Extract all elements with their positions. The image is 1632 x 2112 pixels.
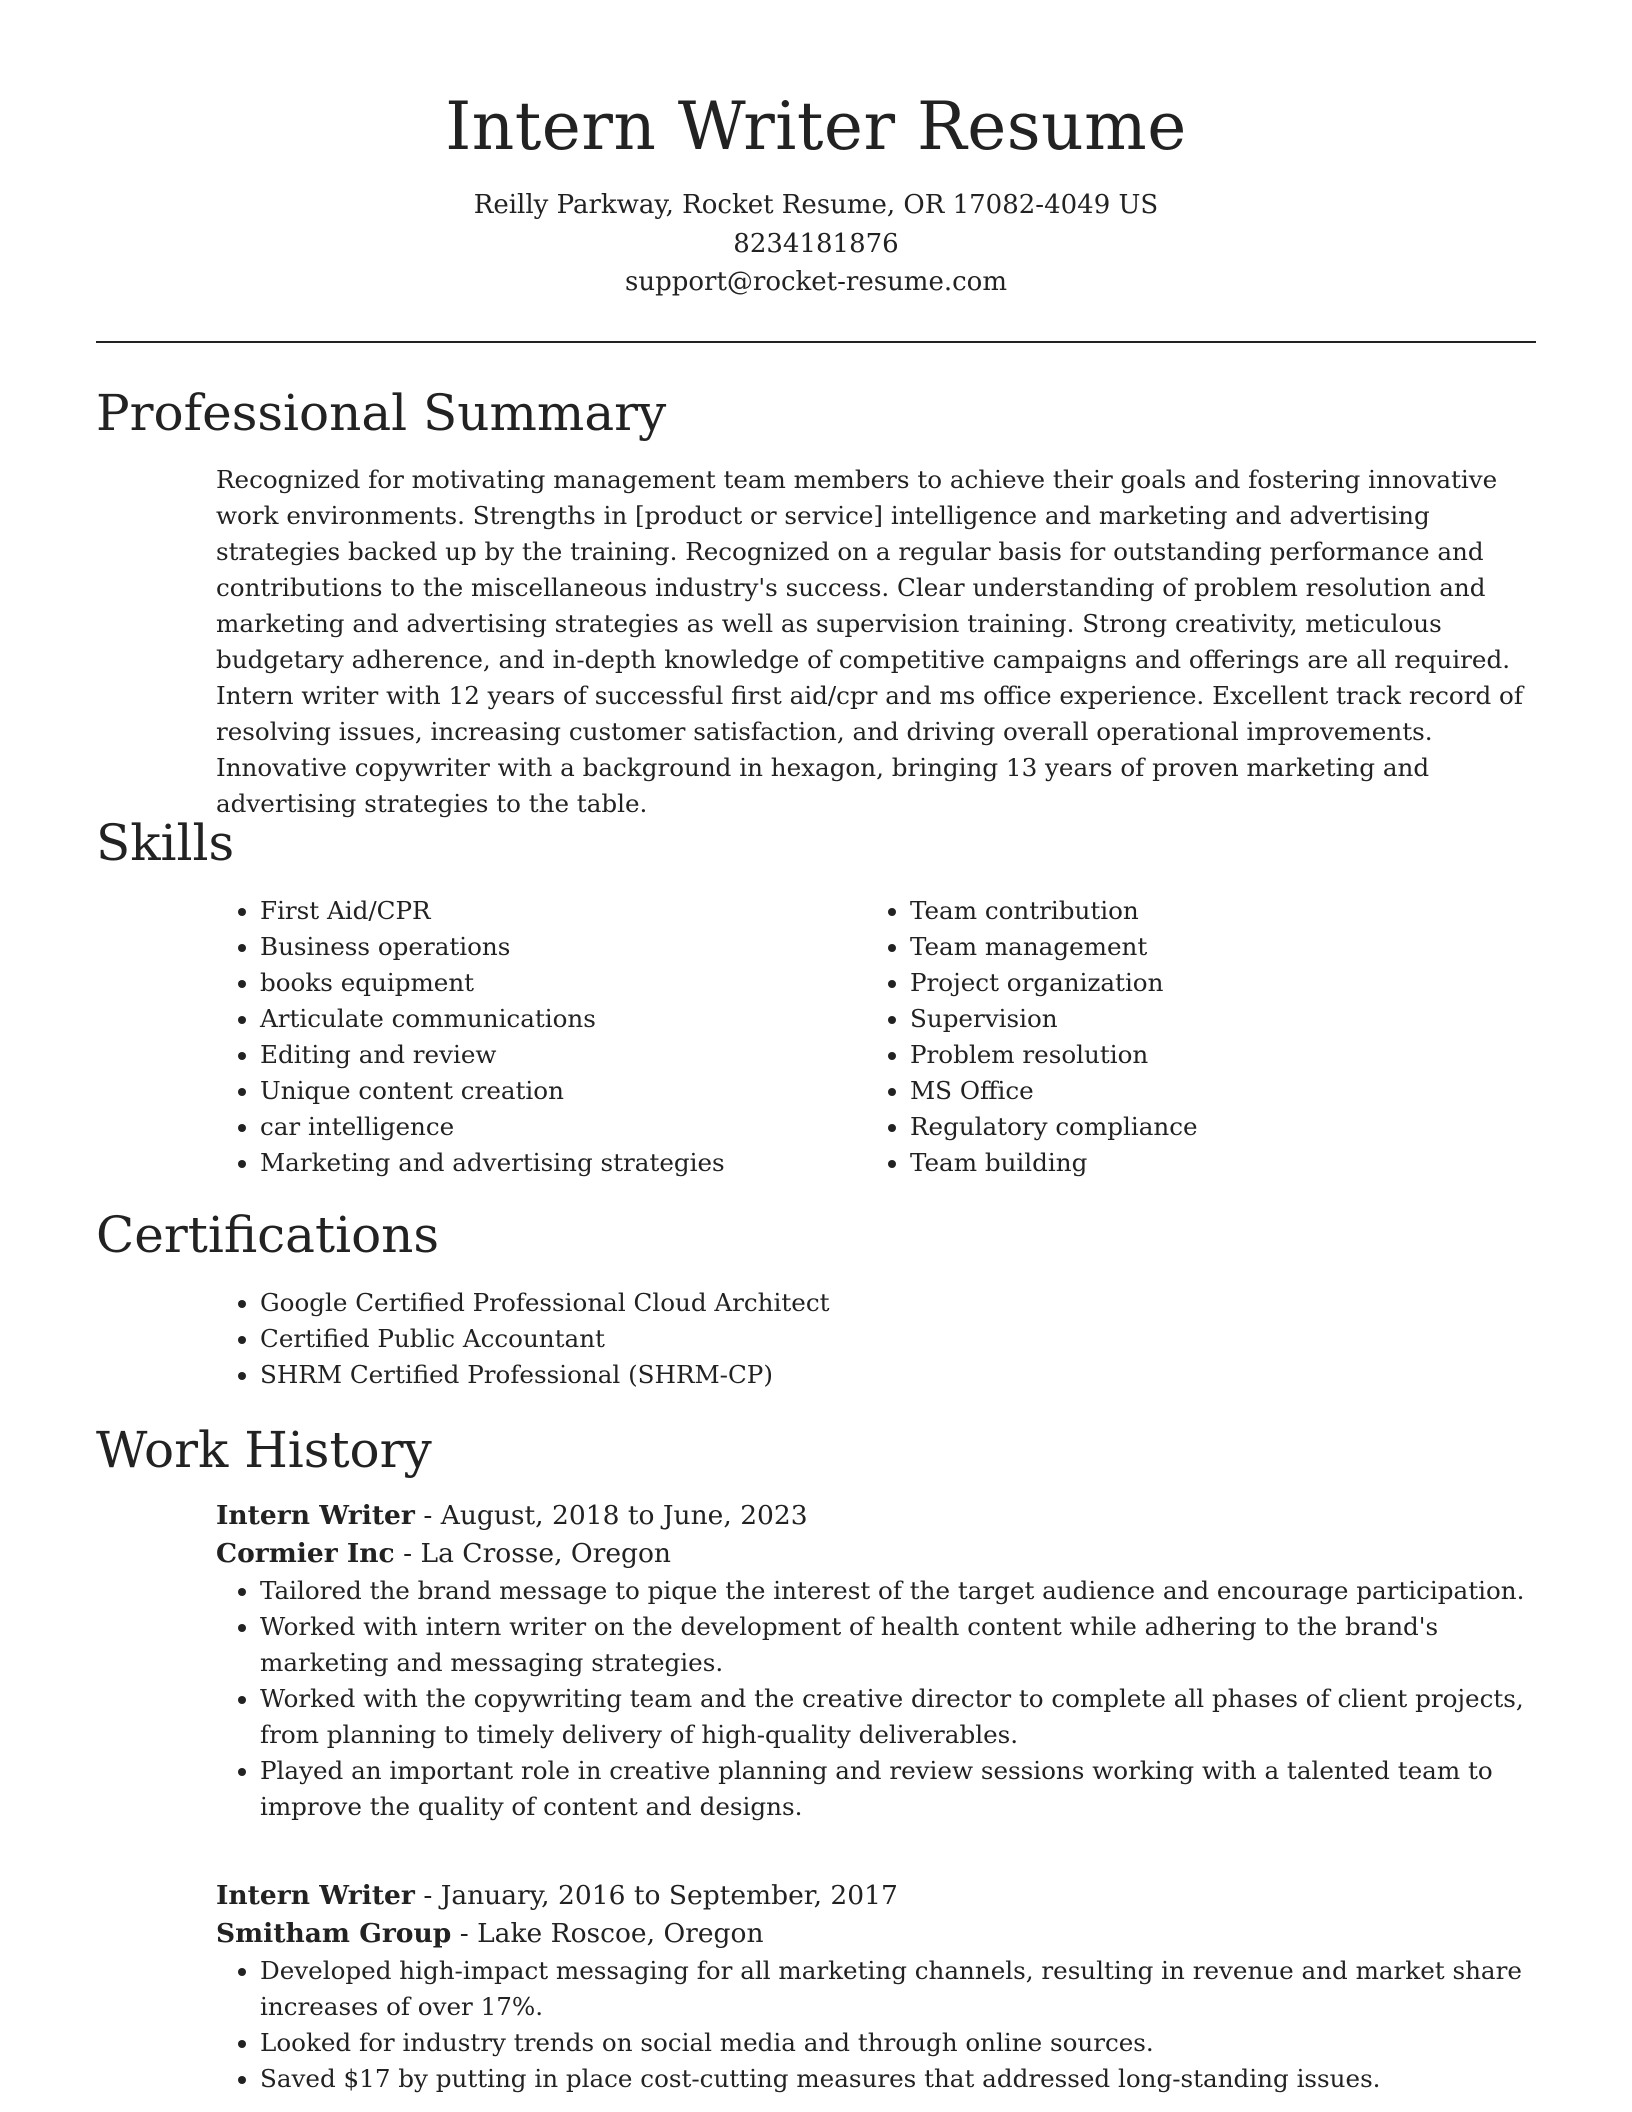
job-dates: - January, 2016 to September, 2017 xyxy=(414,1880,898,1911)
certification-item: • Google Certified Professional Cloud Architect xyxy=(260,1285,1546,1321)
skills-heading: Skills xyxy=(96,814,235,872)
job-bullets xyxy=(216,1573,1546,1825)
job-title-line xyxy=(216,1877,1546,1915)
skills-list-left xyxy=(216,893,816,1181)
job-company-line xyxy=(216,1915,1546,1953)
certifications-heading: Certifications xyxy=(96,1206,440,1264)
skill-item: • Articulate communications xyxy=(260,1001,816,1037)
summary-heading: Professional Summary xyxy=(96,384,667,442)
contact-address: Reilly Parkway, Rocket Resume, OR 17082-4049 US xyxy=(473,190,1159,220)
skills-column-right xyxy=(866,893,1466,1181)
job-company: Cormier Inc xyxy=(216,1538,395,1569)
job-bullet: • Developed high-impact messaging for all marketing channels, resulting in revenue and market share increases of over 17%. xyxy=(260,1953,1546,2025)
skill-item: • Team contribution xyxy=(910,893,1466,929)
skill-item: • First Aid/CPR xyxy=(260,893,816,929)
job-bullet: • Tailored the brand message to pique the interest of the target audience and encourage participation. xyxy=(260,1573,1546,1609)
contact-email: support@rocket-resume.com xyxy=(624,267,1007,297)
skill-item: • Business operations xyxy=(260,929,816,965)
skill-item: • Problem resolution xyxy=(910,1037,1466,1073)
job-title: Intern Writer xyxy=(216,1880,415,1911)
skill-item: • MS Office xyxy=(910,1073,1466,1109)
job-bullet: • Looked for industry trends on social media and through online sources. xyxy=(260,2025,1546,2061)
contact-phone: 8234181876 xyxy=(733,228,899,259)
job-company-line xyxy=(216,1535,1546,1573)
skill-item: • books equipment xyxy=(260,965,816,1001)
contact-block xyxy=(0,186,1632,302)
job-bullet: • Worked with the copywriting team and the creative director to complete all phases of client projects, from planning to timely delivery of high-quality deliverables. xyxy=(260,1681,1546,1753)
job-company: Smitham Group xyxy=(216,1918,452,1949)
job-title-line xyxy=(216,1497,1546,1535)
job-bullets xyxy=(216,1953,1546,2097)
job-location: - Lake Roscoe, Oregon xyxy=(451,1918,764,1949)
job-entry xyxy=(216,1877,1546,2097)
certifications-list xyxy=(216,1285,1546,1393)
job-location: - La Crosse, Oregon xyxy=(394,1538,671,1569)
job-bullet: • Worked with intern writer on the development of health content while adhering to the brand's marketing and messaging strategies. xyxy=(260,1609,1546,1681)
resume-title: Intern Writer Resume xyxy=(445,88,1187,165)
job-dates: - August, 2018 to June, 2023 xyxy=(414,1500,808,1531)
certifications-block xyxy=(216,1285,1546,1393)
skill-item: • Regulatory compliance xyxy=(910,1109,1466,1145)
skill-item: • Project organization xyxy=(910,965,1466,1001)
skill-item: • Team building xyxy=(910,1145,1466,1181)
work-history-heading: Work History xyxy=(96,1421,432,1479)
header-divider xyxy=(96,341,1536,343)
skill-item: • Team management xyxy=(910,929,1466,965)
skill-item: • Editing and review xyxy=(260,1037,816,1073)
job-bullet: • Played an important role in creative planning and review sessions working with a talented team to improve the quality of content and designs. xyxy=(260,1753,1546,1825)
job-bullet: • Saved $17 by putting in place cost-cutting measures that addressed long-standing issues. xyxy=(260,2061,1546,2097)
skill-item: • car intelligence xyxy=(260,1109,816,1145)
certification-item: • SHRM Certified Professional (SHRM-CP) xyxy=(260,1357,1546,1393)
skill-item: • Marketing and advertising strategies xyxy=(260,1145,816,1181)
certification-item: • Certified Public Accountant xyxy=(260,1321,1546,1357)
skills-list-right xyxy=(866,893,1466,1181)
job-title: Intern Writer xyxy=(216,1500,415,1531)
skill-item: • Supervision xyxy=(910,1001,1466,1037)
skills-column-left xyxy=(216,893,816,1181)
skill-item: • Unique content creation xyxy=(260,1073,816,1109)
resume-header xyxy=(0,0,1632,302)
job-entry xyxy=(216,1497,1546,1825)
summary-text: Recognized for motivating management team members to achieve their goals and fostering innovative work environments. Strengths in [product or service] intelligence and marketing and advertising strategies backed up by the training. Recognized on a regular basis for outstanding performance and contributions to the miscellaneous industry's success. Clear understanding of problem resolution and marketing and advertising strategies as well as supervision training. Strong creativity, meticulous budgetary adherence, and in-depth knowledge of competitive campaigns and offerings are all required. Intern writer with 12 years of successful first aid/cpr and ms office experience. Excellent track record of resolving issues, increasing customer satisfaction, and driving overall operational improvements. Innovative copywriter with a background in hexagon, bringing 13 years of proven marketing and advertising strategies to the table. xyxy=(216,465,1523,818)
